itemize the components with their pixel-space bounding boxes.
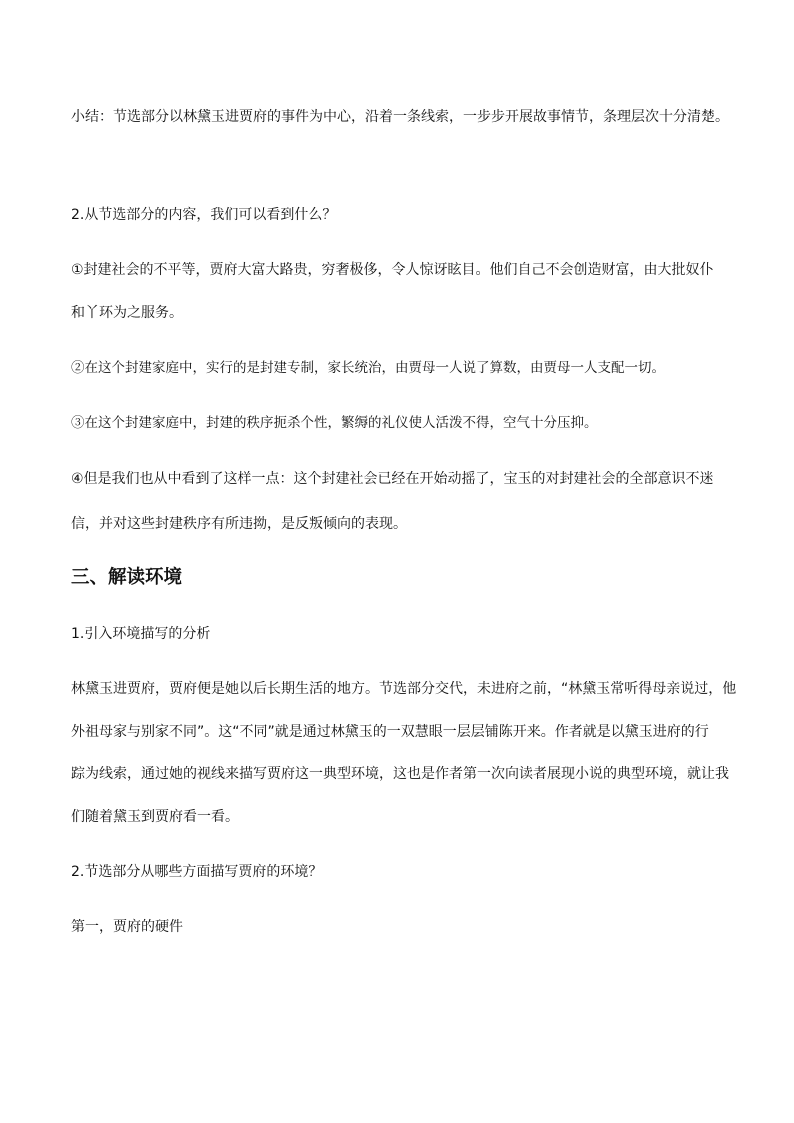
environment-paragraph-line-4: 们随着黛玉到贾府看一看。 (71, 809, 239, 825)
point-4-line-1: ④但是我们也从中看到了这样一点：这个封建社会已经在开始动摇了，宝玉的对封建社会的全部意识不迷 (71, 471, 714, 487)
question-2-title: 2.从节选部分的内容，我们可以看到什么？ (71, 207, 337, 223)
point-2: ②在这个封建家庭中，实行的是封建专制，家长统治，由贾母一人说了算数，由贾母一人支配一切。 (71, 360, 665, 376)
summary-paragraph: 小结：节选部分以林黛玉进贾府的事件为中心，沿着一条线索，一步步开展故事情节，条理层次十分清楚。 (71, 109, 729, 125)
environment-paragraph-line-3: 踪为线索，通过她的视线来描写贾府这一典型环境，这也是作者第一次向读者展现小说的典型环境，就让我 (71, 766, 729, 782)
point-1-line-1: ①封建社会的不平等，贾府大富大路贵，穷奢极侈，令人惊讶眩目。他们自己不会创造财富，由大批奴仆 (71, 262, 714, 278)
environment-paragraph-line-2: 外祖母家与别家不同”。这“不同”就是通过林黛玉的一双慧眼一层层铺陈开来。作者就是以黛玉进府的行 (71, 724, 709, 740)
environment-paragraph-line-1: 林黛玉进贾府，贾府便是她以后长期生活的地方。节选部分交代，未进府之前，“林黛玉常听得母亲说过，他 (71, 681, 737, 697)
point-1-line-2: 和丫环为之服务。 (71, 305, 183, 321)
section-3-heading: 三、解读环境 (71, 567, 183, 588)
section-3-subheading-2: 2.节选部分从哪些方面描写贾府的环境？ (71, 864, 323, 880)
section-3-subheading-1: 1.引入环境描写的分析 (71, 626, 211, 642)
point-4-line-2: 信，并对这些封建秩序有所违拗，是反叛倾向的表现。 (71, 516, 407, 532)
first-point-hardware: 第一，贾府的硬件 (71, 919, 183, 935)
point-3: ③在这个封建家庭中，封建的秩序扼杀个性，繁缛的礼仪使人活泼不得，空气十分压抑。 (71, 415, 598, 431)
